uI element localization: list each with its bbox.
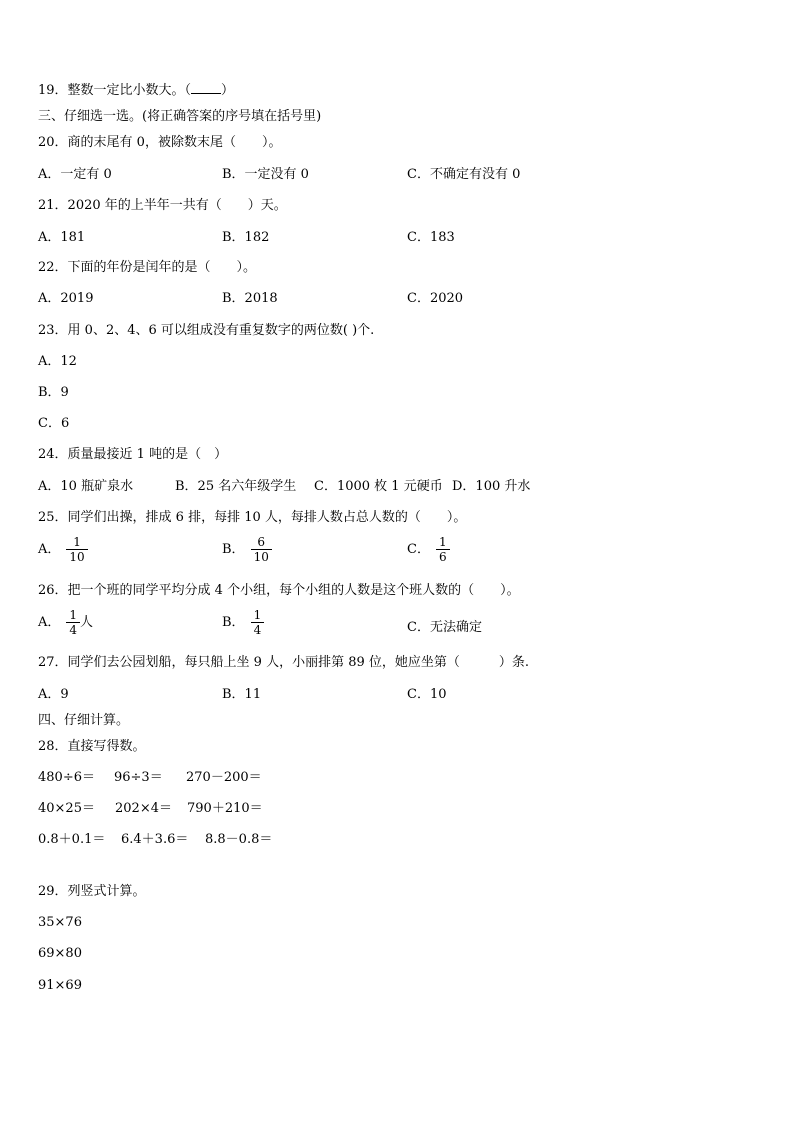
question-26-option-c[interactable]: C．无法确定 (407, 620, 482, 635)
question-26-option-b[interactable] (222, 608, 264, 637)
fraction-denominator: 10 (69, 550, 85, 564)
question-25-stem: 25．同学们出操，排成 6 排，每排 10 人，每排人数占总人数的（ ）。 (38, 510, 467, 525)
calc-item: 8.8－0.8＝ (205, 832, 273, 847)
option-label: A． (38, 615, 61, 630)
question-23-option-a[interactable]: A．12 (38, 354, 77, 369)
question-21-option-c[interactable]: C．183 (407, 230, 455, 245)
question-20-stem: 20．商的末尾有 0，被除数末尾（ ）。 (38, 135, 282, 150)
question-27-option-a[interactable]: A．9 (38, 687, 69, 702)
question-28-stem: 28．直接写得数。 (38, 739, 146, 754)
fraction-denominator: 4 (69, 623, 78, 637)
question-24-option-b[interactable]: B．25 名六年级学生 (175, 479, 297, 494)
calc-item: 6.4＋3.6＝ (121, 832, 189, 847)
calc-item: 270－200＝ (186, 770, 262, 785)
fraction-numerator: 1 (436, 535, 450, 550)
question-19 (38, 81, 234, 99)
question-27-option-b[interactable]: B．11 (222, 687, 262, 702)
question-24-option-d[interactable]: D．100 升水 (452, 479, 531, 494)
calc-item: 96÷3＝ (114, 770, 163, 785)
calc-item: 790＋210＝ (187, 801, 263, 816)
option-unit: 人 (80, 615, 94, 630)
calc-item: 0.8＋0.1＝ (38, 832, 106, 847)
vertical-calc-item: 91×69 (38, 978, 82, 993)
calc-item: 202×4＝ (115, 801, 172, 816)
question-21-stem: 21．2020 年的上半年一共有（ ）天。 (38, 198, 287, 213)
option-label: B． (222, 542, 245, 557)
section-4-heading: 四、仔细计算。 (38, 713, 130, 728)
option-label: C． (407, 542, 430, 557)
question-27-option-c[interactable]: C．10 (407, 687, 447, 702)
vertical-calc-item: 35×76 (38, 915, 82, 930)
option-label: B． (222, 615, 245, 630)
fraction (66, 535, 87, 564)
fraction (251, 608, 265, 637)
question-22-option-b[interactable]: B．2018 (222, 291, 278, 306)
fraction-denominator: 10 (253, 550, 269, 564)
fraction-numerator: 1 (66, 608, 80, 623)
answer-blank[interactable] (191, 81, 221, 94)
fraction-denominator: 4 (253, 623, 262, 637)
option-label: A． (38, 542, 61, 557)
fraction-numerator: 1 (66, 535, 87, 550)
question-20-option-a[interactable]: A．一定有 0 (38, 167, 112, 182)
question-25-option-c[interactable] (407, 535, 450, 564)
fraction (436, 535, 450, 564)
question-27-stem: 27．同学们去公园划船，每只船上坐 9 人，小丽排第 89 位，她应坐第（ ）条. (38, 655, 530, 670)
question-23-stem: 23．用 0、2、4、6 可以组成没有重复数字的两位数( )个. (38, 323, 375, 338)
question-22-option-a[interactable]: A．2019 (38, 291, 94, 306)
fraction (66, 608, 80, 637)
calc-item: 40×25＝ (38, 801, 95, 816)
question-19-close: ） (221, 83, 235, 98)
question-21-option-a[interactable]: A．181 (38, 230, 86, 245)
question-26-stem: 26．把一个班的同学平均分成 4 个小组，每个小组的人数是这个班人数的（ ）。 (38, 583, 520, 598)
question-20-option-c[interactable]: C．不确定有没有 0 (407, 167, 521, 182)
fraction-denominator: 6 (438, 550, 447, 564)
question-23-option-c[interactable]: C．6 (38, 416, 70, 431)
question-26-option-a[interactable] (38, 608, 93, 637)
calc-item: 480÷6＝ (38, 770, 95, 785)
fraction-numerator: 6 (251, 535, 272, 550)
question-29-stem: 29．列竖式计算。 (38, 884, 146, 899)
fraction (251, 535, 272, 564)
question-24-stem: 24．质量最接近 1 吨的是（ ） (38, 447, 228, 462)
question-24-option-c[interactable]: C．1000 枚 1 元硬币 (314, 479, 443, 494)
question-23-option-b[interactable]: B．9 (38, 385, 69, 400)
fraction-numerator: 1 (251, 608, 265, 623)
section-3-heading: 三、仔细选一选。(将正确答案的序号填在括号里) (38, 109, 322, 124)
vertical-calc-item: 69×80 (38, 946, 82, 961)
question-21-option-b[interactable]: B．182 (222, 230, 270, 245)
question-22-option-c[interactable]: C．2020 (407, 291, 464, 306)
question-24-option-a[interactable]: A．10 瓶矿泉水 (38, 479, 134, 494)
question-20-option-b[interactable]: B．一定没有 0 (222, 167, 309, 182)
question-22-stem: 22．下面的年份是闰年的是（ ）。 (38, 260, 257, 275)
question-25-option-b[interactable] (222, 535, 272, 564)
question-25-option-a[interactable] (38, 535, 88, 564)
question-19-text: 19．整数一定比小数大。（ (38, 83, 192, 98)
